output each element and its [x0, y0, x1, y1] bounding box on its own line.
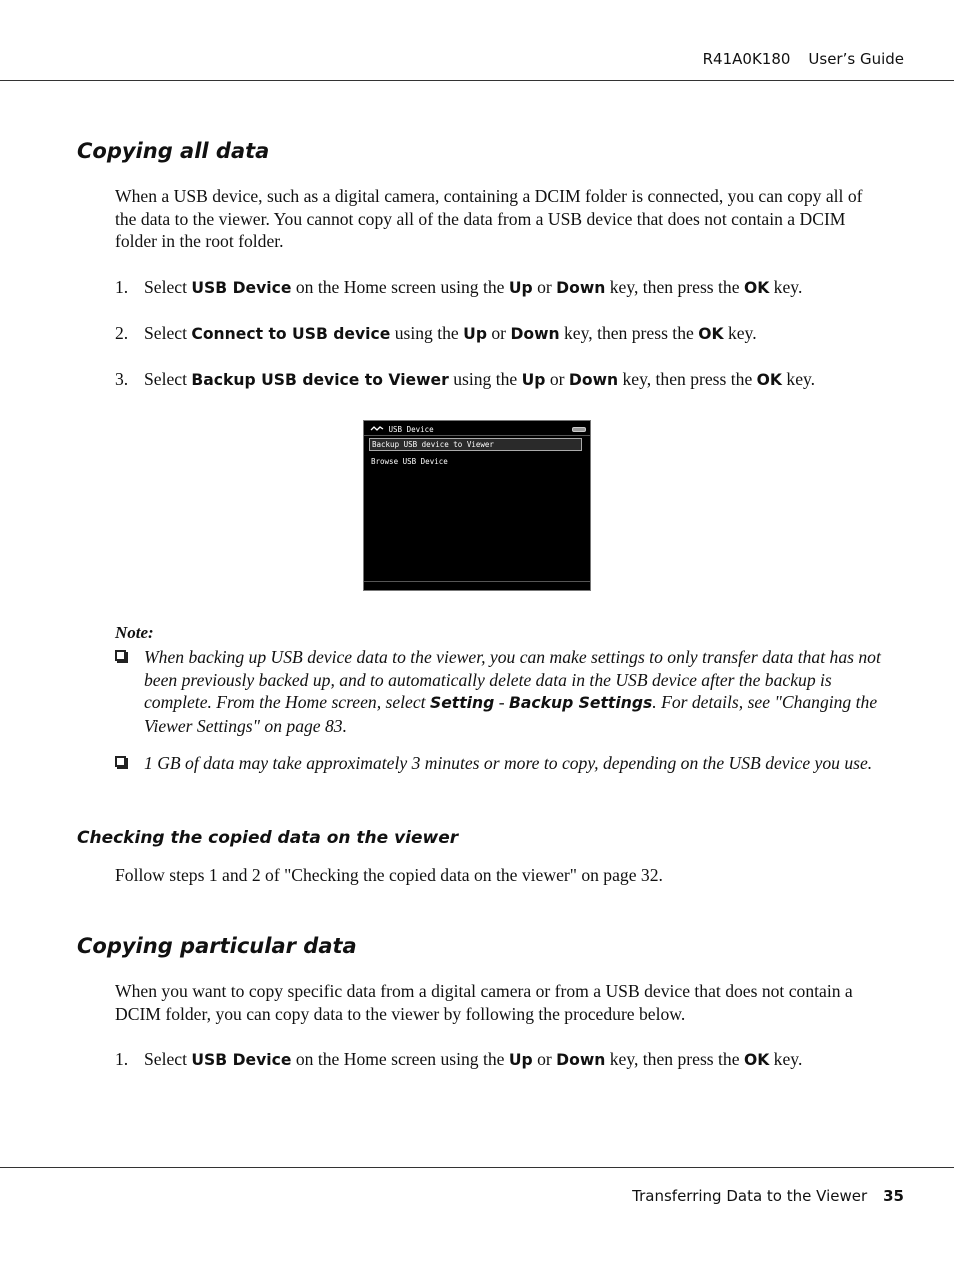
usb-icon	[370, 425, 384, 434]
model-number: R41A0K180	[702, 50, 791, 68]
running-header	[703, 50, 904, 68]
checkbox-bullet-icon	[115, 650, 126, 661]
screen-divider	[364, 435, 590, 436]
section2-step-1: 1. Select USB Device on the Home screen using the Up or Down key, then press the OK key.	[115, 1049, 803, 1069]
screen-bottom-divider	[364, 581, 590, 582]
footer-rule	[0, 1167, 954, 1168]
chapter-title: Transferring Data to the Viewer	[632, 1187, 868, 1205]
subsection-title-checking: Checking the copied data on the viewer	[77, 828, 459, 848]
step-3: 3. Select Backup USB device to Viewer using the Up or Down key, then press the OK key.	[115, 369, 816, 389]
note-label: Note:	[115, 623, 154, 642]
subsection-text: Follow steps 1 and 2 of "Checking the copied data on the viewer" on page 32.	[115, 865, 663, 885]
running-footer	[632, 1187, 904, 1205]
section2-intro: When you want to copy specific data from a digital camera or from a USB device that does not contain a DCIM folder, you can copy data to the viewer by following the procedure below.	[115, 981, 853, 1024]
battery-icon	[572, 427, 586, 432]
viewer-screenshot	[363, 420, 591, 591]
step-2: 2. Select Connect to USB device using the Up or Down key, then press the OK key.	[115, 323, 757, 343]
menu-item-browse[interactable]: Browse USB Device	[371, 457, 448, 466]
section-title-copying-all-data: Copying all data	[77, 139, 270, 163]
section-title-copying-particular-data: Copying particular data	[77, 934, 357, 958]
menu-item-backup-selected[interactable]: Backup USB device to Viewer	[369, 438, 582, 451]
screen-title: USB Device	[388, 425, 434, 434]
checkbox-bullet-icon	[115, 756, 126, 767]
section-intro: When a USB device, such as a digital camera, containing a DCIM folder is connected, you can copy all of the data to the viewer. You cannot copy all of the data from a USB device that does not contain a DCIM folder in the root folder.	[115, 186, 863, 252]
header-rule	[0, 80, 954, 81]
page-number: 35	[883, 1187, 904, 1205]
step-1: 1. Select USB Device on the Home screen using the Up or Down key, then press the OK key.	[115, 277, 803, 297]
guide-title: User’s Guide	[808, 50, 904, 68]
